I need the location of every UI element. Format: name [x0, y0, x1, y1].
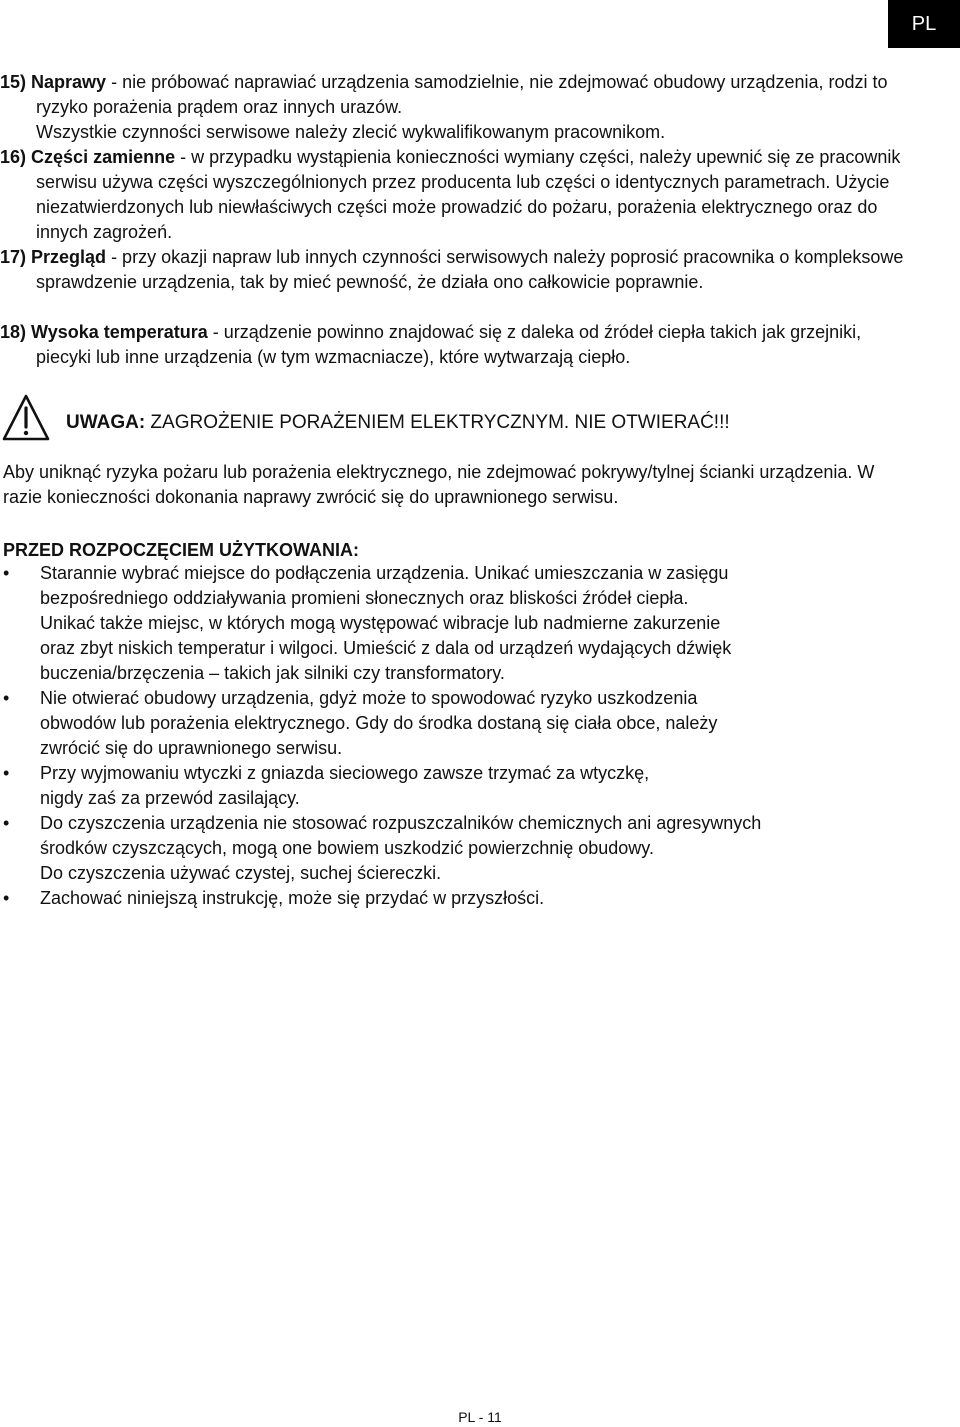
item-paragraph — [0, 70, 905, 120]
bullet-marker: • — [3, 563, 10, 583]
notice-paragraph: Aby uniknąć ryzyka pożaru lub porażenia elektrycznego, nie zdejmować pokrywy/tylnej ścianki urządzenia. W razie konieczności dokonania naprawy zwrócić się do uprawnionego serwisu. — [3, 462, 875, 507]
bullet-marker: • — [3, 688, 10, 708]
bullet-list — [0, 561, 910, 911]
section-heading: PRZED ROZPOCZĘCIEM UŻYTKOWANIA: — [3, 540, 359, 560]
item-number: 15) — [0, 72, 27, 92]
item-paragraph — [0, 320, 905, 370]
warning-message: ZAGROŻENIE PORAŻENIEM ELEKTRYCZNYM. NIE OTWIERAĆ!!! — [145, 412, 730, 433]
page-number: PL - 11 — [458, 1409, 502, 1425]
bullet-line: nigdy zaś za przewód zasilający. — [40, 788, 300, 808]
warning-triangle-icon — [1, 393, 51, 443]
bullet-marker: • — [3, 888, 10, 908]
item-text: - urządzenie powinno znajdować się z daleka od źródeł ciepła takich jak grzejniki, piecyki lub inne urządzenia (w tym wzmacniacze), które wytwarzają ciepło. — [36, 322, 862, 367]
list-item — [0, 811, 910, 886]
bullet-line: Przy wyjmowaniu wtyczki z gniazda sieciowego zawsze trzymać za wtyczkę, — [40, 763, 650, 783]
safety-item-17 — [0, 245, 905, 295]
item-paragraph — [0, 145, 905, 245]
item-text: - przy okazji napraw lub innych czynności serwisowych należy poprosić pracownika o kompleksowe sprawdzenie urządzenia, tak by mieć pewność, że działa ono całkowicie poprawnie. — [36, 247, 904, 292]
bullet-line: Nie otwierać obudowy urządzenia, gdyż może to spowodować ryzyko uszkodzenia — [40, 688, 698, 708]
item-number: 17) — [0, 247, 27, 267]
list-item — [0, 686, 910, 761]
list-item — [0, 886, 910, 911]
bullet-line: zwrócić się do uprawnionego serwisu. — [40, 738, 343, 758]
bullet-line: oraz zbyt niskich temperatur i wilgoci. Umieścić z dala od urządzeń wydających dźwięk — [40, 638, 732, 658]
safety-item-15 — [0, 70, 905, 145]
bullet-line: bezpośredniego oddziaływania promieni słonecznych oraz bliskości źródeł ciepła. — [40, 588, 689, 608]
bullet-line: Do czyszczenia używać czystej, suchej ściereczki. — [40, 863, 442, 883]
bullet-line: Unikać także miejsc, w których mogą występować wibracje lub nadmierne zakurzenie — [40, 613, 721, 633]
safety-item-16 — [0, 145, 905, 245]
item-number: 16) — [0, 147, 27, 167]
warning-label: UWAGA: — [66, 412, 146, 433]
bullet-line: Zachować niniejszą instrukcję, może się przydać w przyszłości. — [40, 888, 545, 908]
item-number: 18) — [0, 322, 27, 342]
bullet-marker: • — [3, 813, 10, 833]
item-text: - w przypadku wystąpienia konieczności wymiany części, należy upewnić się ze pracownik serwisu używa części wyszczególnionych przez producenta lub części o identycznych parametrach. Użycie niezatwierdzonych lub niewłaściwych części może prowadzić do pożaru, porażenia elektrycznego oraz do innych zagrożeń. — [36, 147, 901, 242]
warning-text — [66, 411, 730, 435]
item-term: Przegląd — [31, 247, 107, 267]
item-term: Wysoka temperatura — [31, 322, 208, 342]
item-text: - nie próbować naprawiać urządzenia samodzielnie, nie zdejmować obudowy urządzenia, rodzi to ryzyko porażenia prądem oraz innych urazów. — [36, 72, 888, 117]
language-badge: PL — [888, 0, 960, 48]
item-term: Części zamienne — [31, 147, 176, 167]
bullet-marker: • — [3, 763, 10, 783]
electric-shock-warning — [0, 393, 905, 445]
list-item — [0, 761, 910, 811]
item-term: Naprawy — [31, 72, 107, 92]
bullet-line: obwodów lub porażenia elektrycznego. Gdy do środka dostaną się ciała obce, należy — [40, 713, 718, 733]
item-continuation: Wszystkie czynności serwisowe należy zlecić wykwalifikowanym pracownikom. — [36, 122, 666, 142]
item-paragraph — [0, 245, 905, 295]
bullet-line: Starannie wybrać miejsce do podłączenia urządzenia. Unikać umieszczania w zasięgu — [40, 563, 729, 583]
bullet-line: buczenia/brzęczenia – takich jak silniki czy transformatory. — [40, 663, 505, 683]
bullet-line: Do czyszczenia urządzenia nie stosować rozpuszczalników chemicznych ani agresywnych — [40, 813, 762, 833]
list-item — [0, 561, 910, 686]
safety-item-18 — [0, 320, 905, 370]
bullet-line: środków czyszczących, mogą one bowiem uszkodzić powierzchnię obudowy. — [40, 838, 654, 858]
